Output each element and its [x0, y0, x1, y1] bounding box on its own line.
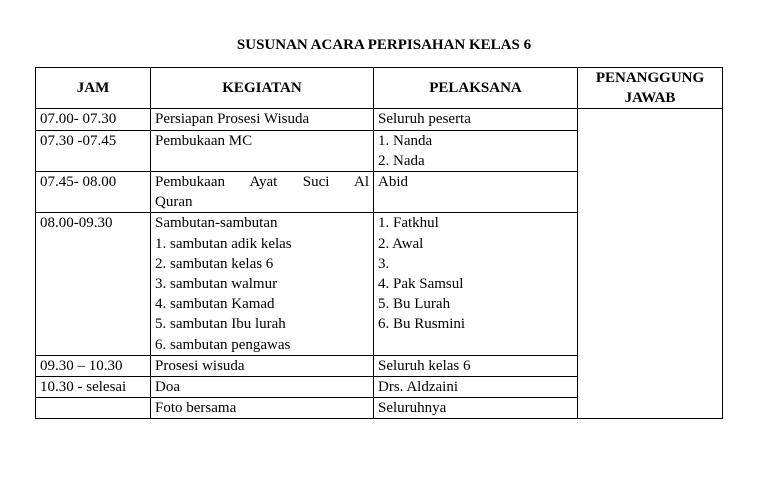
kegiatan-line: 5. sambutan Ibu lurah	[155, 316, 286, 333]
cell-jam: 07.30 -07.45	[36, 130, 151, 171]
pelaksana-line: 6. Bu Rusmini	[378, 316, 466, 333]
header-penanggung-jawab-line2: JAWAB	[624, 90, 676, 107]
cell-pelaksana	[374, 355, 578, 376]
table-header-row	[36, 68, 723, 109]
pelaksana-line: 5. Bu Lurah	[378, 296, 451, 313]
header-pelaksana: PELAKSANA	[374, 68, 578, 109]
header-jam: JAM	[36, 68, 151, 109]
pelaksana-line: Abid	[378, 174, 408, 191]
pelaksana-line: Seluruh kelas 6	[378, 357, 471, 374]
kegiatan-line: 4. sambutan Kamad	[155, 296, 275, 313]
cell-penanggung-jawab	[578, 109, 723, 419]
pelaksana-line: Seluruh peserta	[378, 111, 471, 128]
kegiatan-line: 1. sambutan adik kelas	[155, 235, 292, 252]
kegiatan-line: 6. sambutan pengawas	[155, 336, 291, 353]
cell-jam	[36, 398, 151, 419]
cell-kegiatan	[151, 109, 374, 130]
cell-pelaksana	[374, 109, 578, 130]
kegiatan-line: Pembukaan MC	[155, 132, 253, 149]
cell-jam: 07.45- 08.00	[36, 172, 151, 213]
schedule-table	[35, 67, 723, 419]
header-penanggung-jawab-line1: PENANGGUNG	[595, 70, 705, 86]
cell-pelaksana	[374, 213, 578, 355]
pelaksana-line: Seluruhnya	[378, 400, 447, 417]
cell-jam: 08.00-09.30	[36, 213, 151, 355]
kegiatan-line: Doa	[155, 379, 180, 396]
cell-jam: 07.00- 07.30	[36, 109, 151, 130]
kegiatan-line: Prosesi wisuda	[155, 357, 245, 374]
cell-kegiatan	[151, 172, 374, 213]
kegiatan-line: Pembukaan Ayat Suci Al	[155, 174, 369, 191]
header-kegiatan: KEGIATAN	[151, 68, 374, 109]
kegiatan-line: Quran	[155, 194, 193, 211]
cell-jam: 09.30 – 10.30	[36, 355, 151, 376]
kegiatan-line: 3. sambutan walmur	[155, 276, 278, 293]
table-row	[36, 109, 723, 130]
cell-kegiatan	[151, 130, 374, 171]
document-title: SUSUNAN ACARA PERPISAHAN KELAS 6	[236, 37, 532, 53]
kegiatan-line: Foto bersama	[155, 400, 237, 417]
cell-kegiatan	[151, 377, 374, 398]
kegiatan-line: Persiapan Prosesi Wisuda	[155, 111, 310, 128]
cell-pelaksana	[374, 172, 578, 213]
cell-kegiatan	[151, 213, 374, 355]
cell-jam: 10.30 - selesai	[36, 377, 151, 398]
pelaksana-line: 3.	[378, 255, 390, 272]
cell-pelaksana	[374, 130, 578, 171]
header-penanggung-jawab	[578, 68, 723, 109]
pelaksana-line: 4. Pak Samsul	[378, 276, 464, 293]
cell-kegiatan	[151, 398, 374, 419]
cell-kegiatan	[151, 355, 374, 376]
pelaksana-line: 1. Nanda	[378, 132, 433, 149]
pelaksana-line: 2. Nada	[378, 152, 425, 169]
kegiatan-line: 2. sambutan kelas 6	[155, 255, 274, 272]
pelaksana-line: 2. Awal	[378, 235, 424, 252]
cell-pelaksana	[374, 398, 578, 419]
cell-pelaksana	[374, 377, 578, 398]
kegiatan-line: Sambutan-sambutan	[155, 215, 278, 232]
pelaksana-line: Drs. Aldzaini	[378, 379, 458, 396]
pelaksana-line: 1. Fatkhul	[378, 215, 439, 232]
